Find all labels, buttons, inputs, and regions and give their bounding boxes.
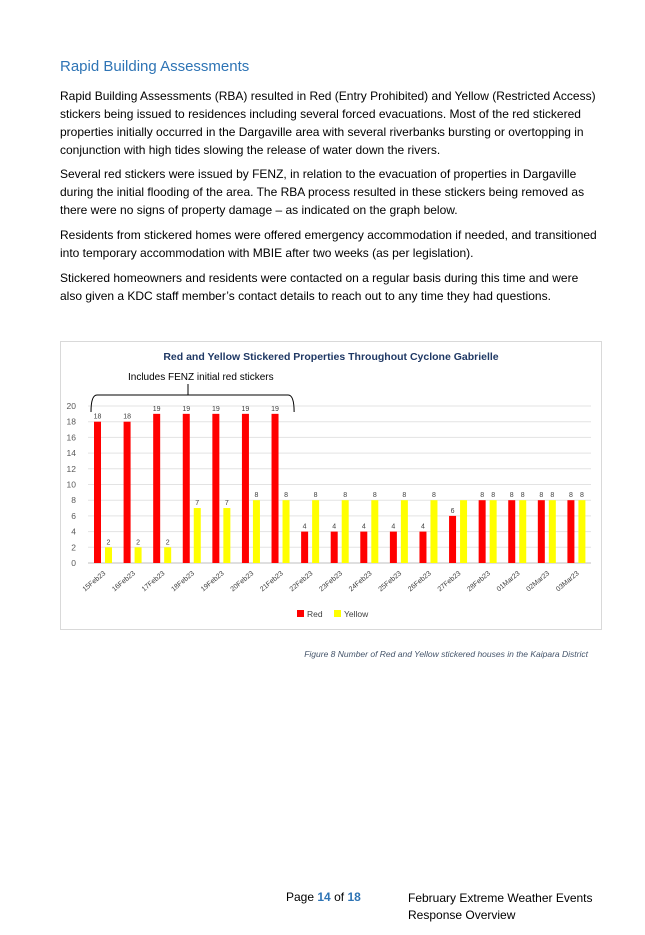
bar-yellow — [549, 500, 556, 563]
x-tick-label: 20Feb23 — [229, 570, 256, 594]
bar-red — [390, 532, 397, 563]
data-label-red: 18 — [93, 413, 102, 421]
x-tick-label: 19Feb23 — [199, 570, 226, 594]
paragraph-rba-intro: Rapid Building Assessments (RBA) resulted in Red (Entry Prohibited) and Yellow (Restricted Access) stickers being issued to residences including several forced evacuations. Most of the red stickered properties initially occurred in the Dargaville area with several riverbanks bursting or overtopping in conjunction with high tides slowing the release of water down the rivers. — [60, 89, 596, 157]
data-label-yellow: 8 — [520, 492, 525, 500]
page-current: 14 — [317, 890, 331, 904]
y-tick-label: 0 — [71, 558, 76, 568]
data-label-yellow: 8 — [254, 492, 259, 500]
legend-label-yellow: Yellow — [344, 609, 369, 619]
x-tick-label: 15Feb23 — [81, 570, 108, 594]
data-label-yellow: 7 — [224, 500, 229, 508]
bar-red — [538, 500, 545, 563]
bar-yellow — [223, 508, 230, 563]
x-tick-label: 17Feb23 — [140, 570, 167, 594]
data-label-red: 18 — [123, 413, 131, 421]
bar-yellow — [490, 500, 497, 563]
data-label-red: 19 — [182, 405, 191, 413]
bar-yellow — [371, 500, 378, 563]
page-number — [286, 890, 361, 904]
paragraph-accommodation: Residents from stickered homes were offered emergency accommodation if needed, and transitioned into temporary accommodation with MBIE after two weeks (as per legislation). — [60, 228, 597, 260]
bar-yellow — [253, 500, 260, 563]
y-tick-label: 8 — [71, 495, 76, 506]
bar-red — [360, 532, 367, 563]
data-label-yellow: 8 — [372, 492, 377, 500]
data-label-red: 6 — [450, 507, 455, 515]
bar-yellow — [194, 508, 201, 563]
data-label-yellow: 7 — [195, 500, 200, 508]
data-label-yellow: 8 — [432, 492, 436, 500]
x-tick-label: 27Feb23 — [436, 570, 463, 594]
figure-caption: Figure 8 Number of Red and Yellow stickered houses in the Kaipara District — [304, 649, 588, 659]
data-label-red: 4 — [391, 523, 396, 531]
bar-yellow — [342, 500, 349, 563]
bar-red — [508, 500, 515, 563]
x-tick-label: 16Feb23 — [111, 570, 137, 594]
data-label-red: 4 — [302, 523, 307, 531]
legend-swatch-red — [297, 610, 304, 617]
bar-yellow — [460, 500, 467, 563]
data-label-red: 8 — [568, 492, 573, 500]
data-label-red: 8 — [509, 492, 514, 500]
chart-annotation: Includes FENZ initial red stickers — [128, 372, 274, 383]
page-total: 18 — [347, 890, 361, 904]
paragraph-contact: Stickered homeowners and residents were contacted on a regular basis during this time and were also given a KDC staff member’s contact details to reach out to any time they had questions. — [60, 271, 579, 303]
data-label-red: 4 — [361, 523, 366, 531]
legend-swatch-yellow — [334, 610, 341, 617]
bar-red — [183, 414, 190, 563]
data-label-yellow: 2 — [106, 539, 111, 547]
bar-red — [272, 414, 279, 563]
data-label-yellow: 2 — [136, 539, 141, 547]
bar-red — [479, 500, 486, 563]
x-tick-label: 23Feb23 — [318, 570, 344, 594]
y-tick-label: 12 — [66, 463, 76, 474]
data-label-red: 4 — [332, 523, 337, 531]
annotation-bracket — [91, 395, 294, 412]
bar-red — [301, 532, 308, 563]
chart-svg — [61, 342, 603, 631]
x-tick-label: 02Mar23 — [525, 570, 552, 594]
y-tick-label: 20 — [66, 401, 76, 411]
chart-title: Red and Yellow Stickered Properties Throughout Cyclone Gabrielle — [163, 351, 499, 363]
data-label-red: 4 — [421, 523, 425, 531]
y-tick-label: 18 — [66, 416, 76, 427]
data-label-yellow: 8 — [402, 492, 407, 500]
data-label-red: 8 — [539, 492, 544, 500]
data-label-yellow: 2 — [165, 539, 170, 547]
bar-yellow — [578, 500, 585, 563]
data-label-yellow: 8 — [550, 492, 555, 500]
x-tick-label: 25Feb23 — [377, 570, 404, 594]
page-of: of — [334, 890, 345, 904]
bar-red — [124, 422, 131, 563]
bar-yellow — [519, 500, 526, 563]
sticker-chart — [60, 341, 602, 630]
bar-red — [331, 532, 338, 563]
y-tick-label: 10 — [66, 479, 76, 490]
page-prefix: Page — [286, 890, 315, 904]
y-tick-label: 14 — [66, 448, 76, 459]
y-tick-label: 6 — [71, 510, 76, 521]
data-label-red: 19 — [211, 405, 220, 413]
data-label-yellow: 8 — [343, 492, 348, 500]
bar-red — [153, 414, 160, 563]
legend-label-red: Red — [307, 609, 323, 619]
data-label-red: 19 — [152, 405, 161, 413]
section-heading: Rapid Building Assessments — [60, 58, 250, 75]
paragraph-fenz-stickers: Several red stickers were issued by FENZ, in relation to the evacuation of properties in Dargaville during the initial flooding of the area. The RBA process resulted in these stickers being removed as there were no signs of property damage – as indicated on the graph below. — [60, 167, 585, 217]
data-label-red: 19 — [271, 405, 279, 413]
bar-yellow — [283, 500, 290, 563]
data-label-red: 8 — [480, 492, 485, 500]
data-label-yellow: 8 — [313, 492, 318, 500]
x-tick-label: 18Feb23 — [170, 570, 197, 594]
bar-red — [449, 516, 456, 563]
bar-red — [212, 414, 219, 563]
bar-red — [567, 500, 574, 563]
data-label-red: 19 — [241, 405, 250, 413]
x-tick-label: 28Feb23 — [466, 570, 492, 594]
bar-yellow — [401, 500, 408, 563]
bar-yellow — [430, 500, 437, 563]
y-tick-label: 16 — [66, 432, 76, 443]
x-tick-label: 01Mar23 — [495, 570, 522, 594]
bar-yellow — [135, 547, 142, 563]
x-tick-label: 21Feb23 — [259, 570, 285, 594]
bar-yellow — [164, 547, 171, 563]
bar-red — [419, 532, 426, 563]
data-label-yellow: 8 — [491, 492, 496, 500]
y-tick-label: 2 — [71, 542, 76, 553]
data-label-yellow: 8 — [284, 492, 288, 500]
x-tick-label: 03Mar23 — [555, 570, 581, 594]
bar-yellow — [105, 547, 112, 563]
data-label-yellow: 8 — [579, 492, 584, 500]
bar-red — [94, 422, 101, 563]
bar-yellow — [312, 500, 319, 563]
x-tick-label: 24Feb23 — [347, 570, 374, 594]
x-tick-label: 22Feb23 — [288, 570, 315, 594]
bar-red — [242, 414, 249, 563]
y-tick-label: 4 — [71, 526, 76, 537]
x-tick-label: 26Feb23 — [407, 570, 433, 594]
footer-doc-title: February Extreme Weather Events Response Overview — [408, 891, 593, 922]
